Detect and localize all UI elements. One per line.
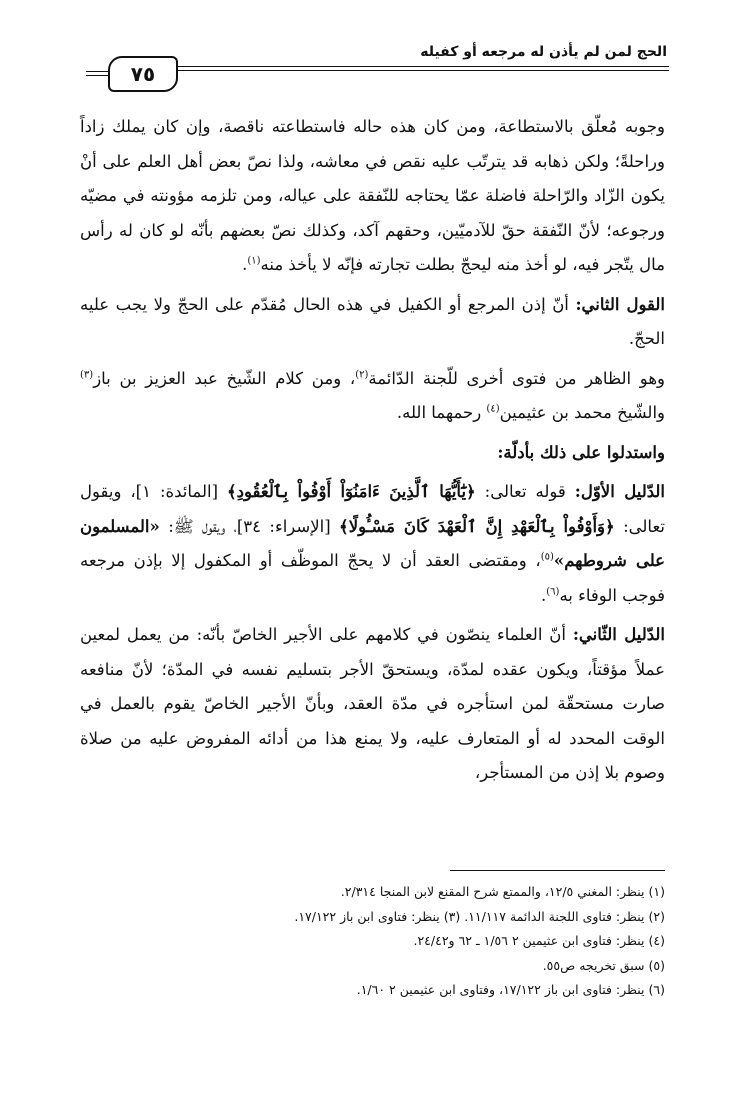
footnote-ref-5: (٥)	[540, 551, 554, 563]
second-evidence-label: الدّليل الثّاني:	[572, 625, 666, 644]
header-rule	[178, 66, 669, 67]
header-rule-inner	[178, 70, 669, 71]
page-number-connector-inner	[86, 75, 108, 76]
running-title: الحج لمن لم يأذن له مرجعه أو كفيله	[420, 44, 667, 60]
footnote-ref-3: (٣)	[80, 369, 94, 380]
footnote-separator	[450, 870, 665, 871]
paragraph-3: وهو الظاهر من فتوى أخرى للّجنة الدّائمة$^{(٢)}$، ومن كلام الشّيخ عبد العزيز بن باز$^{(٣)}$ والشّيخ محمد بن عثيمين$^{(٤)}$ رحمهما الله.	[80, 368, 665, 422]
footnote-ref-1: (١)	[247, 255, 261, 267]
footnote-ref-6: (٦)	[546, 586, 560, 597]
footnote-6: (٦) ينظر: فتاوى ابن باز ١٧/١٢٢، وفتاوى ابن عثيمين ٢ ١/٦٠.	[356, 982, 665, 997]
evidence-heading: واستدلوا على ذلك بأدلّة:	[497, 442, 665, 462]
footnote-5: (٥) سبق تخريجه ص٥٥.	[542, 957, 665, 973]
second-opinion-label: القول الثاني:	[575, 294, 665, 314]
paragraph-evidence-2: الدّليل الثّاني: أنّ العلماء ينصّون في كلامهم على الأجير الخاصّ بأنّه: من يعمل لمعين عملاً مؤقتاً، ويكون عقده لمدّة، ويستحقّ الأجر بتسليم نفسه في المدّة؛ لأنّ منافعه صارت مستحقّة لمن استأجره في مدّة العقد، وبأنّ الأجير الخاصّ يقوم بالعمل في الوقت المحدد له أو المتعارف عليه، ولا يمنع هذا من أدائه المفروض عليه من صلاة وصوم بلا إذن من المستأجر،	[80, 625, 666, 782]
first-evidence-label: الدّليل الأوّل:	[574, 482, 665, 501]
footnote-4: (٤) ينظر: فتاوى ابن عثيمين ٢ ١/٥٦ ـ ٦٢ و٢٤/٤٢.	[413, 933, 665, 948]
page-number: ٧٥	[108, 56, 178, 92]
paragraph-evidence-1: الدّليل الأوّل: قوله تعالى: ﴿يَٰٓأَيُّهَا ٱلَّذِينَ ءَامَنُوٓاْ أَوْفُواْ بِٱلْعُقُودِ﴾ [المائدة: ١]، ويقول تعالى: ﴿وَأَوْفُواْ بِٱلْعَهْدِ إِنَّ ٱلْعَهْدَ كَانَ مَسْـُٔولًا﴾ [الإسراء: ٣٤]، ويقول ﷺ: «المسلمون على شروطهم»$^{(٥)}$، ومقتضى العقد أن لا يحجّ الموظّف أو المكفول إلا بإذن مرجعه فوجب الوفاء به$^{(٦)}$.	[80, 482, 665, 605]
main-text	[80, 110, 665, 796]
footnotes	[80, 880, 665, 1003]
paragraph-2: القول الثاني: أنّ إذن المرجع أو الكفيل في هذه الحال مُقدّم على الحجّ ولا يجب عليه الحجّ.	[80, 294, 665, 348]
footnote-2-3: (٢) ينظر: فتاوى اللجنة الدائمة ١١/١١٧. (٣) ينظر: فتاوى ابن باز ١٧/١٢٢.	[294, 908, 665, 924]
quran-verse-2: ﴿وَأَوْفُواْ بِٱلْعَهْدِ إِنَّ ٱلْعَهْدَ كَانَ مَسْـُٔولًا﴾	[339, 516, 615, 536]
quran-verse-1: ﴿يَٰٓأَيُّهَا ٱلَّذِينَ ءَامَنُوٓاْ أَوْفُواْ بِٱلْعُقُودِ﴾	[226, 482, 476, 501]
page-number-connector	[86, 71, 108, 72]
footnote-ref-2: (٢)	[355, 369, 369, 380]
footnote-1: (١) ينظر: المغني ١٢/٥، والممتع شرح المقنع لابن المنجا ٢/٣١٤.	[340, 884, 665, 899]
hadith-quote: «المسلمون على شروطهم»	[80, 516, 665, 570]
footnote-ref-4: (٤)	[486, 403, 500, 415]
paragraph-1: وجوبه مُعلّق بالاستطاعة، ومن كان هذه حاله فاستطاعته ناقصة، وإن كان يملك زاداً وراحلةً؛ ولكن ذهابه قد يترتّب عليه نقص في معاشه، ولذا نصّ بعض أهل العلم على أنْ يكون الزّاد والرّاحلة فاضلة عمّا يحتاجه للنّفقة على عياله، ومن تلزمه مؤونته في مضيّه ورجوعه؛ لأنّ النّفقة حقّ للآدميّين، وحقهم آكد، وكذلك نصّ بعضهم بأنّه لو كان له رأس مال يتّجر فيه، لو أخذ منه ليحجّ بطلت تجارته فإنّه لا يأخذ منه$^{(١)}$.	[80, 117, 665, 274]
